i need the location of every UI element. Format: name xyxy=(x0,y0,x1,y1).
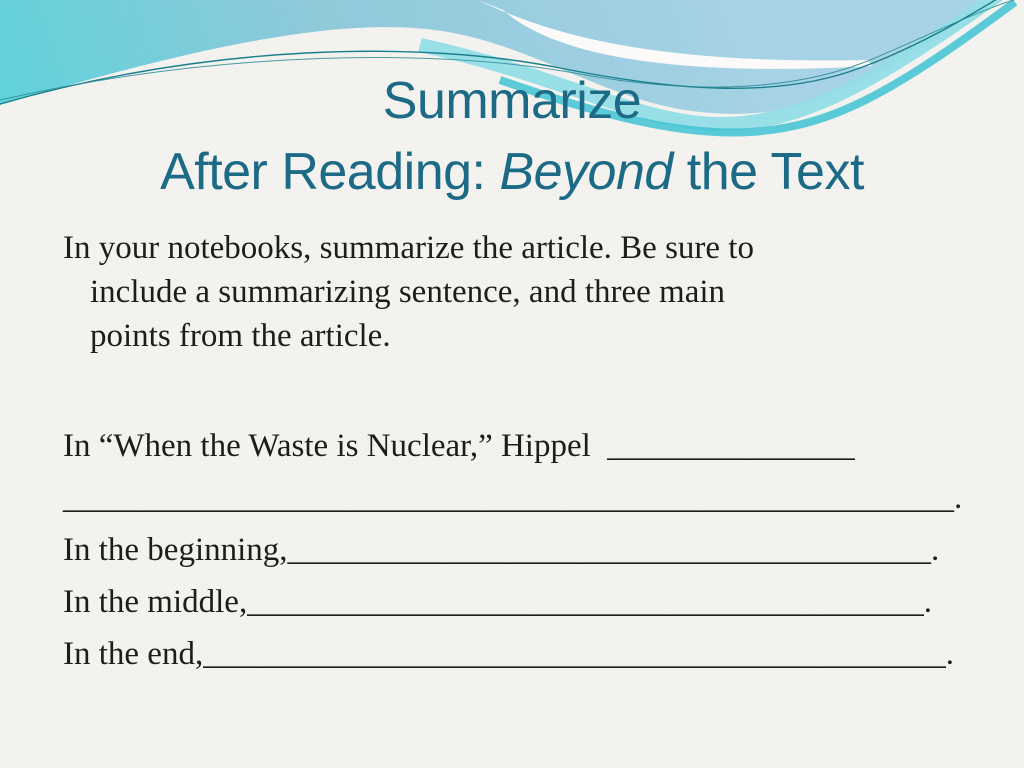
slide-body xyxy=(63,226,993,680)
title-line-2-prefix: After Reading: xyxy=(160,143,500,201)
body-paragraph-line-2: include a summarizing sentence, and three main xyxy=(90,274,726,310)
title-line-2-suffix: the Text xyxy=(672,143,864,201)
title-line-2 xyxy=(0,137,1024,208)
title-line-1: Summarize xyxy=(382,72,642,130)
fill-in-line-middle: In the middle,_________________________________________. xyxy=(63,584,932,620)
fill-in-line-blank: ______________________________________________________. xyxy=(63,480,963,516)
slide-title xyxy=(0,66,1024,208)
body-paragraph-line-3: points from the article. xyxy=(90,318,391,354)
fill-in-line-beginning: In the beginning,_______________________________________. xyxy=(63,532,940,568)
fill-in-line-hippel: In “When the Waste is Nuclear,” Hippel _______________ xyxy=(63,428,855,464)
fill-in-line-end: In the end,_____________________________________________. xyxy=(63,636,954,672)
title-line-2-italic-word: Beyond xyxy=(499,143,673,201)
body-paragraph-line-1: In your notebooks, summarize the article. Be sure to xyxy=(63,230,754,266)
